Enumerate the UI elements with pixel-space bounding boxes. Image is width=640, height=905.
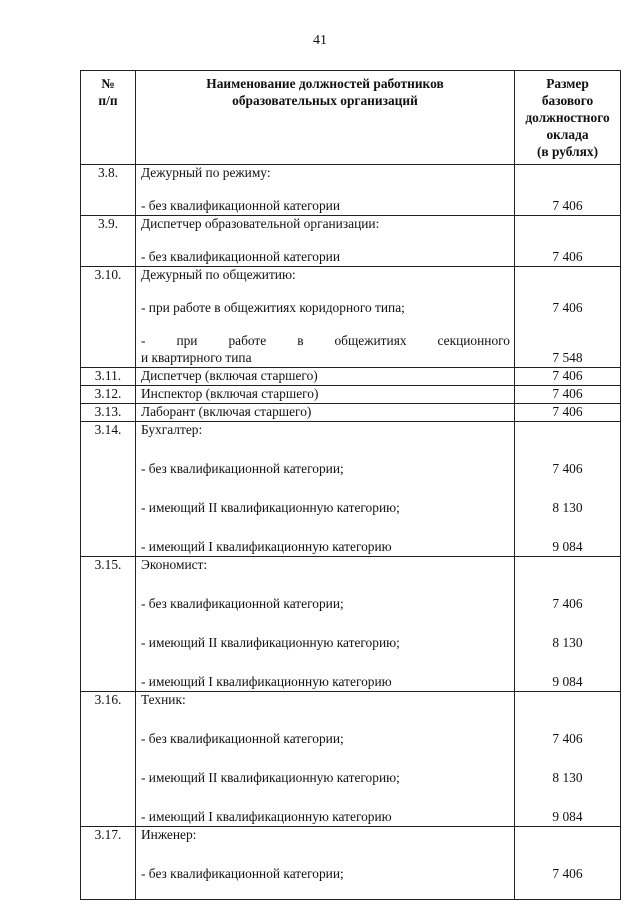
position-title: Инспектор (включая старшего) — [141, 386, 319, 401]
position-cell — [136, 386, 515, 404]
salary-value: 7 406 — [552, 731, 583, 746]
salary-cell — [515, 386, 621, 404]
position-item-continued: и квартирного типа — [141, 350, 252, 365]
header-number — [81, 71, 136, 165]
position-item: - имеющий II квалификационную категорию; — [141, 770, 400, 785]
table-row — [81, 216, 621, 267]
row-number: 3.9. — [81, 216, 136, 267]
header-number-line: № — [101, 76, 115, 91]
salary-value: 7 406 — [552, 866, 583, 881]
position-item: - имеющий I квалификационную категорию — [141, 539, 392, 554]
table-row — [81, 165, 621, 216]
salary-cell — [515, 422, 621, 557]
row-number: 3.16. — [81, 692, 136, 827]
position-item: - при работе в общежитиях коридорного типа; — [141, 300, 405, 315]
row-number: 3.11. — [81, 368, 136, 386]
salary-cell — [515, 827, 621, 900]
position-cell — [136, 557, 515, 692]
position-item: - имеющий II квалификационную категорию; — [141, 500, 400, 515]
position-cell — [136, 216, 515, 267]
salary-value: 8 130 — [552, 500, 583, 515]
table-row — [81, 368, 621, 386]
header-salary-line: базового — [541, 93, 594, 108]
position-title: Техник: — [141, 692, 186, 707]
salary-value: 9 084 — [552, 809, 583, 824]
position-item: - без квалификационной категории — [141, 249, 340, 264]
position-cell — [136, 692, 515, 827]
table-row — [81, 386, 621, 404]
position-title: Диспетчер (включая старшего) — [141, 368, 318, 383]
row-number: 3.17. — [81, 827, 136, 900]
salary-cell — [515, 368, 621, 386]
position-item: - имеющий I квалификационную категорию — [141, 809, 392, 824]
table-row — [81, 557, 621, 692]
row-number: 3.8. — [81, 165, 136, 216]
salary-value: 7 406 — [552, 368, 583, 383]
row-number: 3.15. — [81, 557, 136, 692]
page-number: 41 — [313, 33, 327, 48]
table-row — [81, 267, 621, 368]
salary-value: 7 548 — [552, 350, 583, 365]
salary-cell — [515, 216, 621, 267]
position-item: - без квалификационной категории; — [141, 866, 344, 881]
salary-cell — [515, 165, 621, 216]
row-number: 3.13. — [81, 404, 136, 422]
position-title: Диспетчер образовательной организации: — [141, 216, 380, 231]
position-title: Бухгалтер: — [141, 422, 203, 437]
salary-cell — [515, 267, 621, 368]
header-number-line: п/п — [98, 93, 118, 108]
position-cell — [136, 404, 515, 422]
position-item: - без квалификационной категории; — [141, 461, 344, 476]
salary-value: 7 406 — [552, 461, 583, 476]
header-salary-line: (в рублях) — [536, 144, 599, 159]
header-name-line: образовательных организаций — [232, 93, 418, 108]
position-item: - без квалификационной категории — [141, 198, 340, 213]
header-salary — [515, 71, 621, 165]
row-number: 3.14. — [81, 422, 136, 557]
salary-value: 7 406 — [552, 198, 583, 213]
header-position-name — [136, 71, 515, 165]
salary-cell — [515, 404, 621, 422]
position-cell — [136, 368, 515, 386]
position-cell — [136, 422, 515, 557]
position-item: - без квалификационной категории; — [141, 596, 344, 611]
salary-table — [80, 70, 621, 900]
salary-cell — [515, 692, 621, 827]
position-item: - имеющий II квалификационную категорию; — [141, 635, 400, 650]
row-number: 3.12. — [81, 386, 136, 404]
salary-value: 7 406 — [552, 300, 583, 315]
header-salary-line: Размер — [546, 76, 589, 91]
position-cell — [136, 827, 515, 900]
salary-value: 7 406 — [552, 386, 583, 401]
salary-value: 9 084 — [552, 674, 583, 689]
salary-value: 7 406 — [552, 249, 583, 264]
row-number: 3.10. — [81, 267, 136, 368]
salary-value: 7 406 — [552, 404, 583, 419]
position-title: Дежурный по режиму: — [141, 165, 271, 180]
position-item: - без квалификационной категории; — [141, 731, 344, 746]
salary-cell — [515, 557, 621, 692]
position-cell — [136, 165, 515, 216]
position-title: Экономист: — [141, 557, 208, 572]
table-row — [81, 827, 621, 900]
position-cell — [136, 267, 515, 368]
header-salary-line: оклада — [546, 127, 589, 142]
position-item: - при работе в общежитиях секционного — [141, 333, 510, 348]
position-title: Дежурный по общежитию: — [141, 267, 296, 282]
salary-value: 8 130 — [552, 770, 583, 785]
header-name-line: Наименование должностей работников — [206, 76, 444, 91]
salary-value: 8 130 — [552, 635, 583, 650]
table-row — [81, 422, 621, 557]
position-title: Лаборант (включая старшего) — [141, 404, 312, 419]
salary-value: 7 406 — [552, 596, 583, 611]
position-title: Инженер: — [141, 827, 197, 842]
header-salary-line: должностного — [525, 110, 610, 125]
table-row — [81, 404, 621, 422]
position-item: - имеющий I квалификационную категорию — [141, 674, 392, 689]
table-row — [81, 692, 621, 827]
salary-value: 9 084 — [552, 539, 583, 554]
table-header-row — [81, 71, 621, 165]
